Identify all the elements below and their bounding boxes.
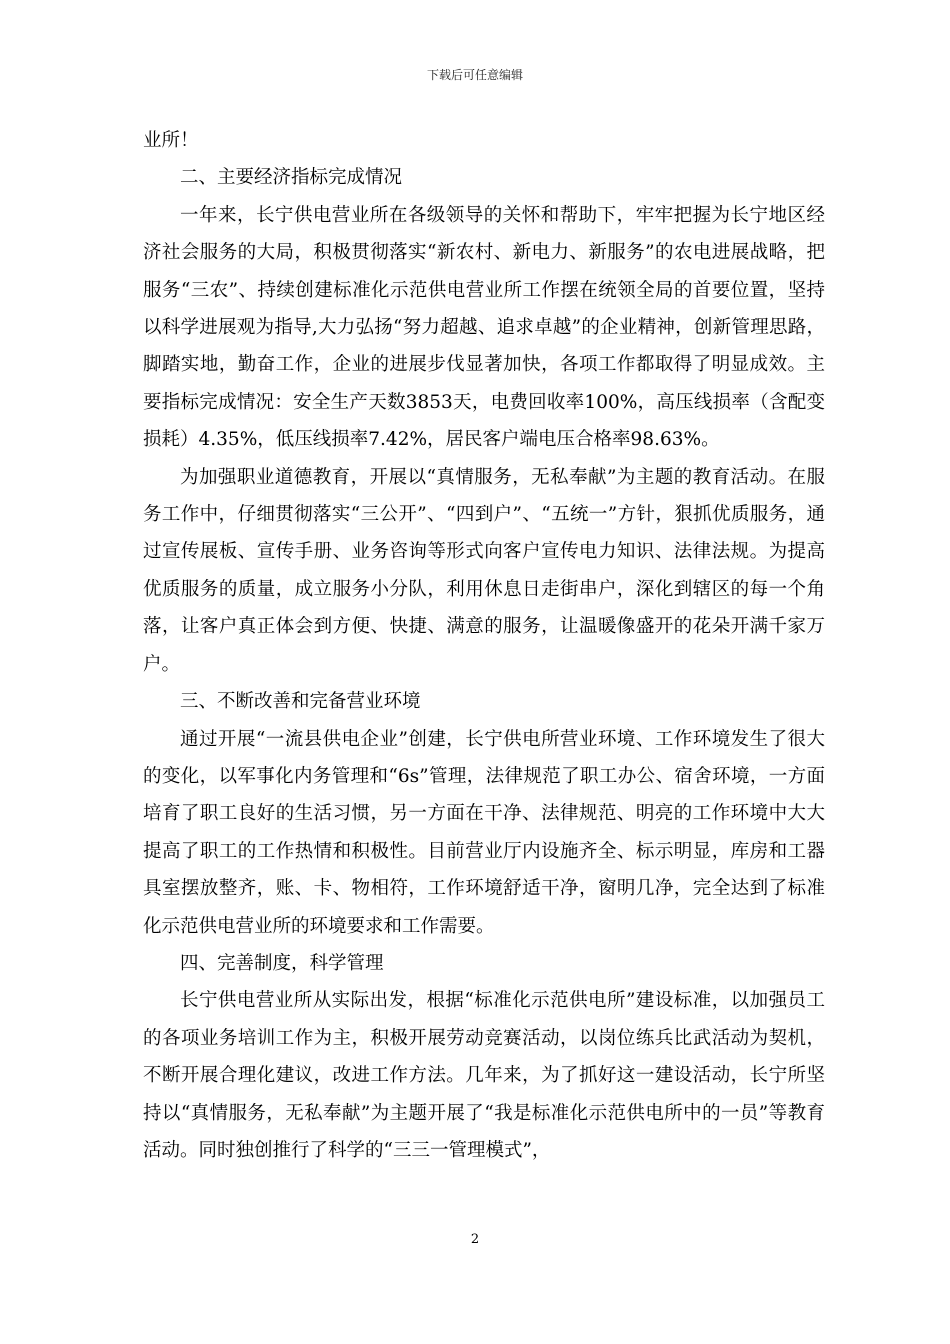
paragraph: 业所！ [143,130,199,151]
document-body [143,122,825,1169]
paragraph: 三、不断改善和完备营业环境 [180,691,421,713]
paragraph: 四、完善制度，科学管理 [180,952,384,974]
page-number: 2 [470,1232,480,1247]
paragraph: 通过开展“一流县供电企业”创建，长宁供电所营业环境、工作环境发生了很大的变化，以军事化内务管理和“6s”管理，法律规范了职工办公、宿舍环境，一方面培育了职工良好的生活习惯，另一方面在干净、法律规范、明亮的工作环境中大大提高了职工的工作热情和积极性。目前营业厅内设施齐全、标示明显，库房和工器具室摆放整齐，账、卡、物相符，工作环境舒适干净，窗明几净，完全达到了标准化示范供电营业所的环境要求和工作需要。 [143,728,825,937]
paragraph: 长宁供电营业所从实际出发，根据“标准化示范供电所”建设标准，以加强员工的各项业务培训工作为主，积极开展劳动竞赛活动，以岗位练兵比武活动为契机，不断开展合理化建议，改进工作方法。几年来，为了抓好这一建设活动，长宁所坚持以“真情服务，无私奉献”为主题开展了“我是标准化示范供电所中的一员”等教育活动。同时独创推行了科学的“三三一管理模式”， [143,990,825,1161]
paragraph: 二、主要经济指标完成情况 [180,167,403,189]
paragraph: 一年来，长宁供电营业所在各级领导的关怀和帮助下，牢牢把握为长宁地区经济社会服务的大局，积极贯彻落实“新农村、新电力、新服务”的农电进展战略，把服务“三农”、持续创建标准化示范供电营业所工作摆在统领全局的首要位置，坚持以科学进展观为指导,大力弘扬“努力超越、追求卓越”的企业精神，创新管理思路，脚踏实地，勤奋工作，企业的进展步伐显著加快，各项工作都取得了明显成效。主要指标完成情况：安全生产天数3853天，电费回收率100%，高压线损率（含配变损耗）4.35%，低压线损率7.42%，居民客户端电压合格率98.63%。 [143,204,825,451]
page-header: 下载后可任意编辑 [426,68,523,82]
paragraph: 为加强职业道德教育，开展以“真情服务，无私奉献”为主题的教育活动。在服务工作中，仔细贯彻落实“三公开”、“四到户”、“五统一”方针，狠抓优质服务，通过宣传展板、宣传手册、业务咨询等形式向客户宣传电力知识、法律法规。为提高优质服务的质量，成立服务小分队，利用休息日走街串户，深化到辖区的每一个角落，让客户真正体会到方便、快捷、满意的服务，让温暖像盛开的花朵开满千家万户。 [143,466,825,675]
